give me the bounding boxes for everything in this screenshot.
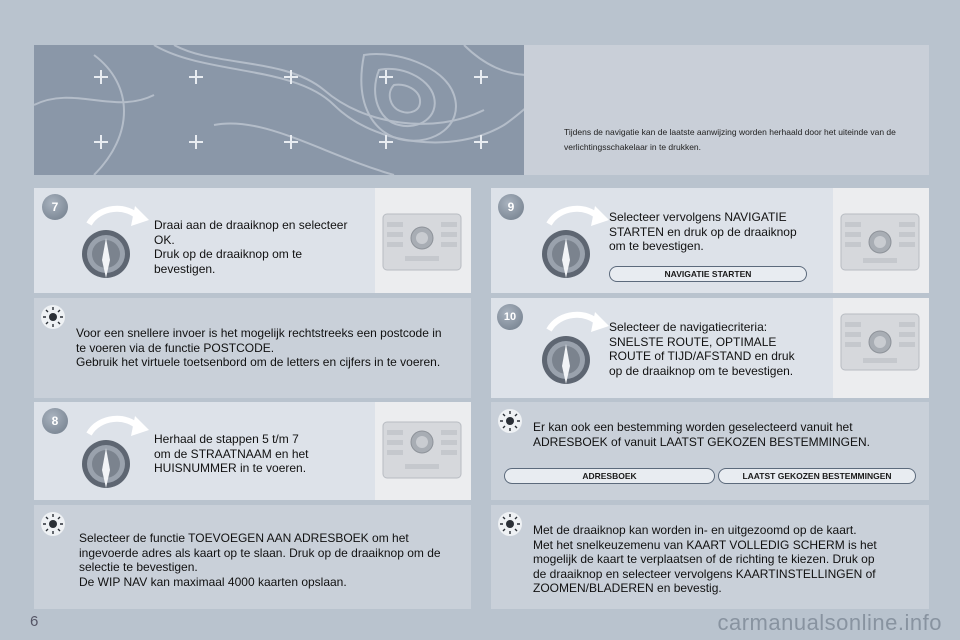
navigatie-starten-menu-label: NAVIGATIE STARTEN (609, 266, 807, 282)
step-line: SNELSTE ROUTE, OPTIMALE (609, 334, 777, 349)
step-number-badge: 10 (497, 304, 523, 330)
step-line: HUISNUMMER in te voeren. (154, 461, 307, 475)
rotary-knob-icon (79, 412, 149, 492)
radio-unit-icon (833, 298, 929, 398)
step-line: STARTEN en druk op de draaiknop (609, 224, 797, 239)
lightbulb-icon (40, 304, 66, 330)
radio-unit-icon (375, 188, 471, 293)
radio-unit-icon (833, 188, 929, 293)
adresboek-menu-label: ADRESBOEK (504, 468, 715, 484)
watermark-text: carmanualsonline.info (717, 610, 942, 635)
tip-line: Met de draaiknop kan worden in- en uitgezoomd op de kaart. (533, 523, 857, 537)
tip-line: Gebruik het virtuele toetsenbord om de letters en cijfers in te voeren. (76, 355, 441, 369)
step-8-panel (34, 402, 471, 500)
postcode-tip-panel (34, 298, 471, 398)
step-10-text (609, 320, 834, 378)
page-number: 6 (30, 613, 39, 630)
radio-unit-icon (375, 402, 471, 500)
step-line: ROUTE of TIJD/AFSTAND en druk (609, 349, 795, 363)
step-10-panel (491, 298, 929, 398)
tip-line: Selecteer de functie TOEVOEGEN AAN ADRESBOEK om het (79, 531, 409, 545)
lightbulb-icon (40, 511, 66, 537)
step-line: Draai aan de draaiknop en selecteer (154, 218, 348, 232)
step-line: om te bevestigen. (609, 239, 704, 253)
navigation-note-box (524, 45, 929, 175)
step-line: Herhaal de stappen 5 t/m 7 (154, 432, 299, 446)
rotary-knob-icon (79, 202, 149, 282)
tip-line: te voeren via de functie POSTCODE. (76, 340, 275, 355)
tip-line: de draaiknop en selecteer vervolgens KAARTINSTELLINGEN of (533, 566, 876, 581)
step-line: OK. (154, 232, 175, 247)
rotary-knob-icon (539, 202, 609, 282)
tip-line: ADRESBOEK of vanuit LAATST GEKOZEN BESTEMMINGEN. (533, 434, 870, 449)
postcode-tip-text (76, 326, 471, 370)
step-7-text (154, 218, 374, 276)
step-number-badge: 8 (42, 408, 68, 434)
step-line: op de draaiknop om te bevestigen. (609, 363, 794, 378)
step-line: om de STRAATNAAM en het (154, 446, 309, 461)
step-line: bevestigen. (154, 261, 216, 276)
step-line: Selecteer de navigatiecriteria: (609, 320, 768, 334)
step-line: Selecteer vervolgens NAVIGATIE (609, 210, 787, 224)
radio-unit-photo (833, 188, 929, 293)
tip-line: De WIP NAV kan maximaal 4000 kaarten opslaan. (79, 574, 347, 589)
step-9-text (609, 210, 829, 254)
toevoegen-tip-text (79, 531, 469, 589)
laatst-gekozen-menu-label: LAATST GEKOZEN BESTEMMINGEN (718, 468, 916, 484)
rotary-knob-icon (539, 308, 609, 388)
step-number-badge: 9 (498, 194, 524, 220)
tip-line: Er kan ook een bestemming worden geselecteerd vanuit het (533, 420, 853, 434)
adresboek-tip-panel (491, 402, 929, 500)
step-8-text (154, 432, 374, 476)
tip-line: Met het snelkeuzemenu van KAART VOLLEDIG SCHERM is het (533, 537, 877, 552)
tip-line: mogelijk de kaart te verplaatsen of de richting te kiezen. Druk op (533, 552, 875, 566)
tip-line: ZOOMEN/BLADEREN en bevestig. (533, 581, 722, 595)
map-banner (34, 45, 929, 175)
step-number-badge: 7 (42, 194, 68, 220)
toevoegen-tip-panel (34, 505, 471, 609)
tip-line: selectie te bevestigen. (79, 560, 198, 574)
step-line: Druk op de draaiknop om te (154, 247, 303, 261)
step-7-panel (34, 188, 471, 293)
kaart-tip-text (533, 523, 923, 596)
radio-unit-photo (375, 188, 471, 293)
tip-line: Voor een snellere invoer is het mogelijk rechtstreeks een postcode in (76, 326, 442, 340)
kaart-tip-panel (491, 505, 929, 609)
lightbulb-icon (497, 511, 523, 537)
adresboek-tip-text (533, 420, 923, 449)
navigation-note-text: Tijdens de navigatie kan de laatste aanwijzing worden herhaald door het uiteinde van de verlichtingsschakelaar in te drukken. (564, 127, 896, 152)
tip-line: ingevoerde adres als kaart op te slaan. Druk op de draaiknop om de (79, 545, 441, 560)
radio-unit-photo (375, 402, 471, 500)
radio-unit-photo (833, 298, 929, 398)
step-9-panel (491, 188, 929, 293)
lightbulb-icon (497, 408, 523, 434)
